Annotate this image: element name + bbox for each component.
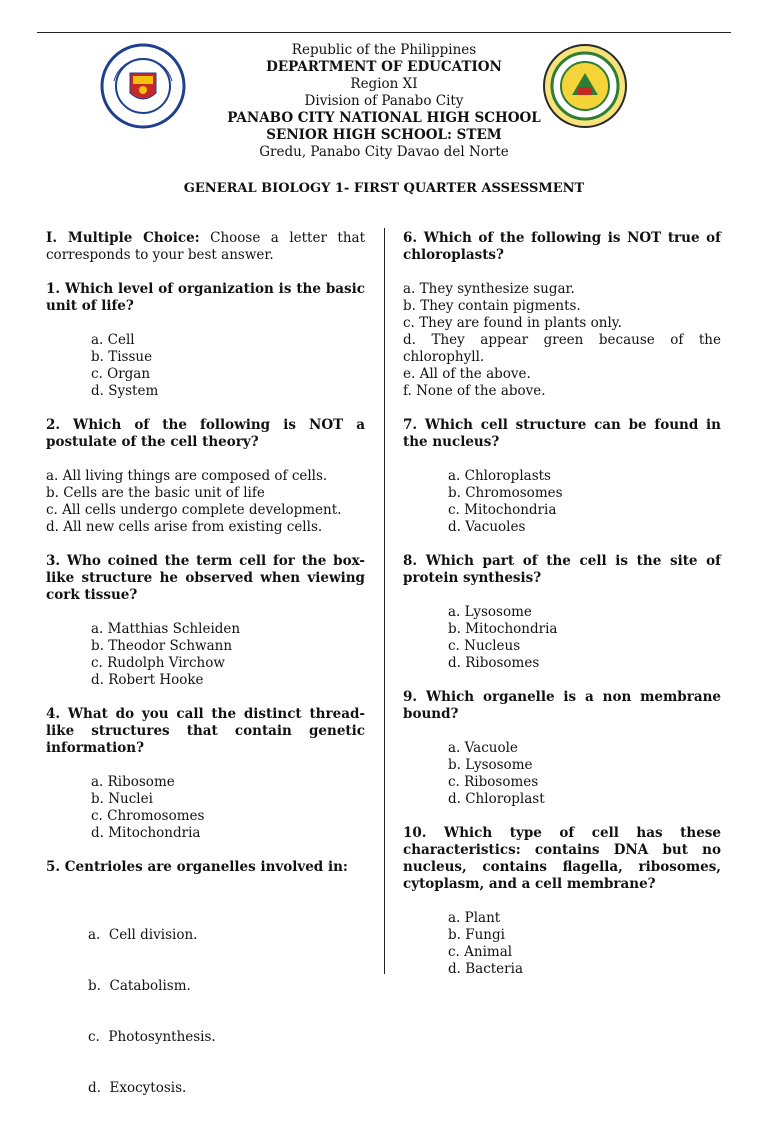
question-6: 6. Which of the following is NOT true of chloroplasts?	[403, 230, 721, 263]
choice: d. Vacuoles	[448, 519, 526, 535]
choice: c. Chromosomes	[91, 808, 205, 824]
choice: a. Ribosome	[91, 774, 175, 790]
department-line: DEPARTMENT OF EDUCATION	[266, 59, 502, 75]
address-line: Gredu, Panabo City Davao del Norte	[259, 144, 509, 160]
choice: d. System	[91, 383, 159, 399]
choice: d. Robert Hooke	[91, 672, 204, 688]
choice: d. Chloroplast	[448, 791, 545, 807]
choice: a. Chloroplasts	[448, 468, 551, 484]
choices-2	[46, 468, 365, 536]
strand-line: SENIOR HIGH SCHOOL: STEM	[266, 127, 502, 143]
choice: c. Photosynthesis.	[88, 1029, 216, 1045]
choice: a. Plant	[448, 910, 501, 926]
instructions	[46, 230, 365, 264]
school-name: PANABO CITY NATIONAL HIGH SCHOOL	[227, 110, 541, 126]
choice: b. Cells are the basic unit of life	[46, 485, 265, 501]
choice: c. Rudolph Virchow	[91, 655, 225, 671]
question-9: 9. Which organelle is a non membrane bound?	[403, 689, 721, 722]
column-divider	[384, 228, 385, 974]
choice: d. Mitochondria	[91, 825, 201, 841]
choice: d. Exocytosis.	[88, 1080, 187, 1096]
choice: c. All cells undergo complete development.	[46, 502, 342, 518]
choice: a. Matthias Schleiden	[91, 621, 241, 637]
question-3: 3. Who coined the term cell for the box-like structure he observed when viewing cork tissue?	[46, 553, 365, 603]
choice: a. Lysosome	[448, 604, 532, 620]
choice: a. Cell division.	[88, 927, 198, 943]
choices-7	[403, 468, 721, 536]
question-4: 4. What do you call the distinct thread-like structures that contain genetic information?	[46, 706, 365, 756]
choice: d. They appear green because of the chlorophyll.	[403, 332, 721, 365]
question-2: 2. Which of the following is NOT a postulate of the cell theory?	[46, 417, 365, 450]
choice: d. Ribosomes	[448, 655, 540, 671]
choice: b. Catabolism.	[88, 978, 191, 994]
top-rule	[37, 32, 731, 33]
choices-8	[403, 604, 721, 672]
choices-4	[46, 774, 365, 842]
republic-line: Republic of the Philippines	[291, 42, 477, 58]
region-line: Region XI	[350, 76, 418, 92]
question-8: 8. Which part of the cell is the site of protein synthesis?	[403, 553, 721, 586]
question-7: 7. Which cell structure can be found in the nucleus?	[403, 417, 721, 450]
choice: b. Chromosomes	[448, 485, 563, 501]
choice: c. Ribosomes	[448, 774, 539, 790]
choice: d. Bacteria	[448, 961, 523, 977]
instructions-label: I. Multiple Choice:	[46, 230, 200, 246]
choice: c. They are found in plants only.	[403, 315, 622, 331]
choice: b. Tissue	[91, 349, 153, 365]
assessment-title: GENERAL BIOLOGY 1- FIRST QUARTER ASSESSMENT	[183, 181, 585, 196]
choice: a. Cell	[91, 332, 135, 348]
choice: b. Mitochondria	[448, 621, 558, 637]
choice: b. They contain pigments.	[403, 298, 581, 314]
choice: e. All of the above.	[403, 366, 531, 382]
choice: c. Animal	[448, 944, 513, 960]
choices-3	[46, 621, 365, 689]
right-column	[403, 230, 721, 978]
choices-9	[403, 740, 721, 808]
choice: a. They synthesize sugar.	[403, 281, 575, 297]
choice: b. Nuclei	[91, 791, 153, 807]
choice: b. Fungi	[448, 927, 505, 943]
choices-1	[46, 332, 365, 400]
choice: b. Theodor Schwann	[91, 638, 233, 654]
question-1: 1. Which level of organization is the basic unit of life?	[46, 281, 365, 314]
school-header	[0, 42, 768, 161]
question-10: 10. Which type of cell has these characteristics: contains DNA but no nucleus, contains flagella, ribosomes, cytoplasm, and a cell membrane?	[403, 825, 721, 892]
choice: d. All new cells arise from existing cells.	[46, 519, 323, 535]
choice: a. All living things are composed of cells.	[46, 468, 328, 484]
choice: c. Nucleus	[448, 638, 521, 654]
choice: f. None of the above.	[403, 383, 546, 399]
choice: c. Organ	[91, 366, 151, 382]
question-5: 5. Centrioles are organelles involved in:	[46, 859, 348, 875]
left-column	[46, 230, 365, 1131]
choices-10	[403, 910, 721, 978]
instructions-text: Choose a letter that corresponds to your best answer.	[46, 230, 365, 263]
division-line: Division of Panabo City	[304, 93, 464, 109]
choice: a. Vacuole	[448, 740, 518, 756]
choices-5	[46, 893, 365, 1131]
choice: c. Mitochondria	[448, 502, 557, 518]
choices-6	[403, 281, 721, 400]
choice: b. Lysosome	[448, 757, 533, 773]
